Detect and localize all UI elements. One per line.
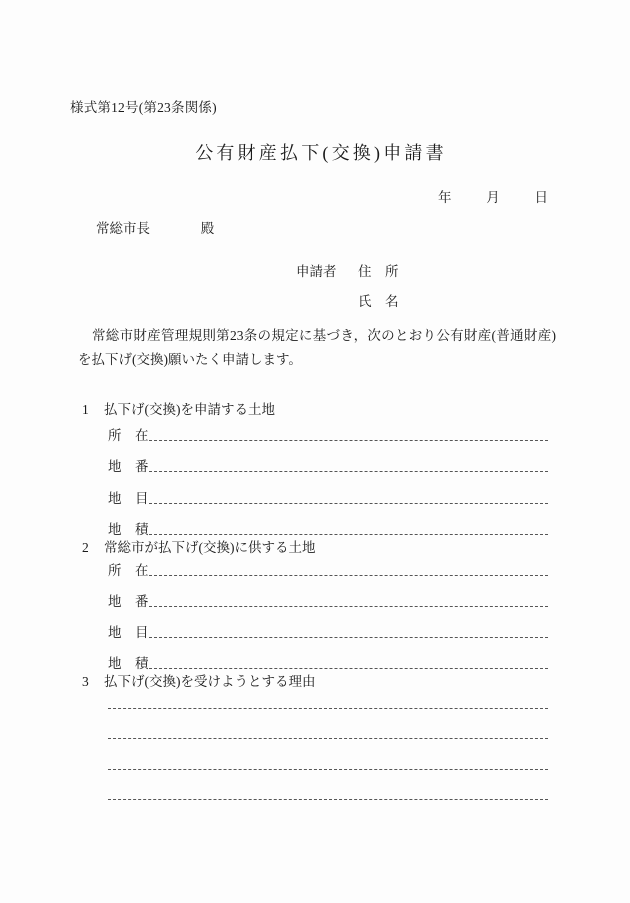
applicant-name-label: 氏 名 [358,294,399,309]
section-1-field-landcategory[interactable] [108,487,548,507]
field-label: 所 在 [108,428,149,443]
date-day-label: 日 [534,190,548,205]
applicant-name-row [296,287,399,317]
section-1-title: 払下げ(交換)を申請する土地 [104,402,275,417]
section-1-field-location[interactable] [108,424,548,444]
applicant-block [296,257,399,317]
section-3-title: 払下げ(交換)を受けようとする理由 [104,674,316,689]
field-rule[interactable] [149,439,549,441]
field-rule[interactable] [149,533,549,535]
section-2-number: 2 [82,540,89,555]
section-3-blank-line[interactable] [108,768,548,770]
field-rule[interactable] [149,574,549,576]
field-rule[interactable] [149,470,549,472]
field-label: 地 番 [108,459,149,474]
field-rule[interactable] [149,636,549,638]
applicant-address-row [296,257,399,287]
body-paragraph: 常総市財産管理規則第23条の規定に基づき，次のとおり公有財産(普通財産)を払下げ(交換)願いたく申請します。 [78,328,556,367]
date-month-label: 月 [486,190,500,205]
section-2-heading [82,536,316,556]
section-2-field-lotnumber[interactable] [108,590,548,610]
field-label: 地 番 [108,594,149,609]
field-label: 地 目 [108,491,149,506]
section-2-field-landcategory[interactable] [108,621,548,641]
applicant-address-label: 住 所 [358,264,399,279]
field-rule[interactable] [149,502,549,504]
section-2-field-landarea[interactable] [108,652,548,672]
addressee-name: 常総市長 [96,221,150,236]
section-3-blank-line[interactable] [108,798,548,800]
section-1-field-lotnumber[interactable] [108,455,548,475]
applicant-lead-label: 申請者 [296,264,337,279]
form-number: 様式第12号(第23条関係) [70,100,217,115]
section-3-number: 3 [82,674,89,689]
section-1-number: 1 [82,402,89,417]
page-title: 公有財産払下(交換)申請書 [195,143,447,163]
section-3-blank-line[interactable] [108,707,548,709]
section-2-field-location[interactable] [108,559,548,579]
date-line [0,186,548,206]
field-label: 所 在 [108,563,149,578]
section-1-field-landarea[interactable] [108,518,548,538]
addressee-line [96,217,214,237]
section-1-heading [82,398,275,418]
section-2-title: 常総市が払下げ(交換)に供する土地 [104,540,316,555]
date-year-label: 年 [438,190,452,205]
field-label: 地 積 [108,522,149,537]
section-3-heading [82,670,316,690]
field-label: 地 目 [108,625,149,640]
field-rule[interactable] [149,667,549,669]
addressee-honorific: 殿 [200,221,215,236]
section-3-blank-line[interactable] [108,737,548,739]
field-label: 地 積 [108,656,149,671]
field-rule[interactable] [149,605,549,607]
